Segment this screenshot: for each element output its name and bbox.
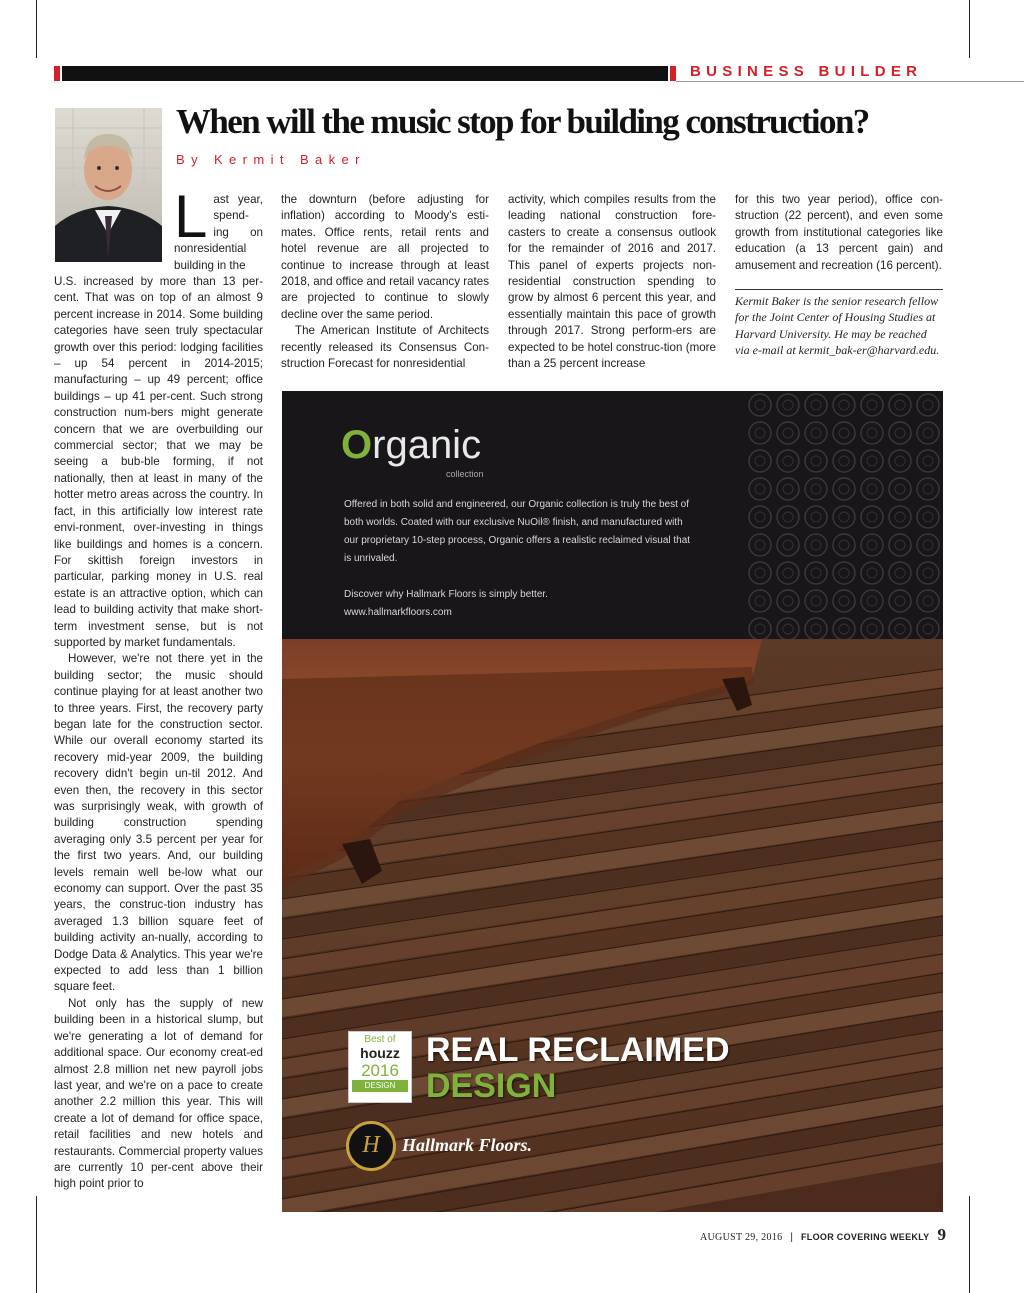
badge-year: 2016 [361,1061,399,1080]
pattern-circle-inner [839,456,849,466]
pattern-circle [889,618,911,639]
author-bio: Kermit Baker is the senior research fellow for the Joint Center of Housing Studies at Harvard University. He may be reached via e-mail at kermit_bak-er@harvard.edu. [735,294,940,358]
ad-cta-text: Discover why Hallmark Floors is simply better. [344,589,548,600]
pattern-circle-inner [923,540,933,550]
pattern-circle-inner [867,568,877,578]
pattern-circle-inner [923,400,933,410]
pattern-circle [777,618,799,639]
badge-design: DESIGN [352,1080,408,1092]
ad-headline-line2: DESIGN [426,1067,557,1105]
pattern-circle [861,506,883,528]
pattern-circle-inner [895,400,905,410]
pattern-circle [917,422,939,444]
drop-cap: L [174,183,208,250]
pattern-circle [749,534,771,556]
pattern-circle [861,450,883,472]
pattern-circle [889,534,911,556]
pattern-circle-inner [895,428,905,438]
pattern-circle-inner [895,512,905,522]
hallmark-wordmark: Hallmark Floors. [402,1135,533,1155]
organic-collection-label: collection [446,469,484,479]
article-paragraph: However, we're not there yet in the building sector; the music should continue playing for at least another two to three years. First, the recovery party began late for the construction sector. While our overall economy started its recovery mid-year 2009, the building recovery didn't begin un-til 2012. And even then, the recovery in this sector was surprisingly weak, with growth of building construction spending averaging only 3.5 percent per year for the first two years. And, our building levels remain well be-low what our economy can support. Over the past 35 years, the construc-tion industry has averaged 1.3 billion square feet of building activity an-nually, according to Dodge Data & Analytics. This year we're expected to add less than 1 billion square feet. [54,652,263,994]
pattern-circle [861,562,883,584]
pattern-circle-inner [755,400,765,410]
pattern-circle-inner [783,540,793,550]
pattern-circle [861,422,883,444]
organic-logo-leaf-o: O [341,423,373,467]
pattern-circle-inner [895,540,905,550]
pattern-circle-inner [783,484,793,494]
pattern-circle-inner [811,428,821,438]
pattern-circle [861,478,883,500]
pattern-circle-inner [895,596,905,606]
pattern-circle-inner [895,484,905,494]
pattern-circle [889,562,911,584]
pattern-circle-inner [811,484,821,494]
pattern-circle-inner [839,428,849,438]
pattern-circle [833,478,855,500]
ad-body-paragraph: Offered in both solid and engineered, our Organic collection is truly the best of both worlds. Coated with our exclusive NuOil® finish, and manufactured with our proprietary 10-step process, Organic offers a realistic reclaimed visual that is unrivaled. [344,499,691,564]
pattern-circle [917,506,939,528]
pattern-circle-inner [867,624,877,634]
pattern-circle-inner [923,484,933,494]
pattern-circle [805,590,827,612]
pattern-circle [805,618,827,639]
pattern-circle-inner [923,456,933,466]
hallmark-floors-ad[interactable] [282,391,943,1212]
pattern-circle-inner [755,428,765,438]
pattern-circle [833,422,855,444]
pattern-circle [749,506,771,528]
pattern-circle [889,450,911,472]
section-underline [676,81,1024,82]
footer-separator: | [790,1232,793,1243]
pattern-circle-inner [895,568,905,578]
author-photo [55,108,162,262]
pattern-circle-inner [755,624,765,634]
article-paragraph: the downturn (before adjusting for inflation) according to Moody's esti-mates. Office rents, retail rents and hotel revenue are all projected to continue to increase through at least 2018, and office and retail vacancy rates are projected to continue to slowly decline over the same period. [281,193,489,321]
pattern-circle [749,394,771,416]
pattern-circle-inner [923,624,933,634]
pattern-circle-inner [783,568,793,578]
pattern-circle [861,618,883,639]
pattern-circle [749,478,771,500]
page-footer [700,1225,946,1245]
pattern-circle-inner [783,456,793,466]
pattern-circle [805,422,827,444]
pattern-circle [917,562,939,584]
ad-body-cta [344,586,694,622]
pattern-circle [833,450,855,472]
pattern-circle [805,506,827,528]
article-column-3 [508,192,716,372]
pattern-circle-inner [867,512,877,522]
lead-text: ast year, spend-ing on nonresidential building in the [174,193,263,272]
pattern-circle [777,562,799,584]
pattern-circle-inner [839,484,849,494]
pattern-circle-inner [755,568,765,578]
pattern-circle [917,450,939,472]
pattern-circle [861,590,883,612]
pattern-circle-inner [811,624,821,634]
pattern-circle [917,478,939,500]
houzz-badge [348,1031,412,1103]
pattern-circle-inner [755,456,765,466]
ad-headline-line1: REAL RECLAIMED [426,1031,730,1069]
pattern-circle-inner [811,540,821,550]
pattern-circle-inner [839,568,849,578]
pattern-circle [777,478,799,500]
article-paragraph: Not only has the supply of new building been in a historical slump, but we're generating a lot of demand for additional space. Our economy creat-ed almost 2.8 million net new payroll jobs last year, and we're on a pace to create another 2.2 million this year. This will create a lot of demand for office space, retail facilities and new hotels and restaurants. Commercial property values are currently 10 per-cent above their high point prior to [54,996,263,1191]
pattern-circle [777,450,799,472]
pattern-circle [833,394,855,416]
pattern-circle [805,478,827,500]
badge-houzz: houzz [360,1045,400,1061]
pattern-circle [777,422,799,444]
pattern-circle-inner [839,596,849,606]
article-paragraph: for this two year period), office con-struction (22 percent), and even some growth from institutional categories like education (a 13 percent gain) and amusement and recreation (16 percent). [735,193,943,272]
hallmark-seal-icon: H [346,1121,396,1171]
ad-url-link[interactable]: www.hallmarkfloors.com [344,607,452,618]
pattern-circle [833,534,855,556]
pattern-circle-inner [811,456,821,466]
pattern-circle-inner [923,568,933,578]
lead-continuation: U.S. increased by more than 13 per-cent. That was on top of an almost 9 percent increase in 2014. Some building categories have seen truly spectacular growth over this period: lodging facilities – up 54 percent in 2014-2015; manufacturing – up 49 percent; office buildings – up 41 per-cent. Such strong construction num-bers might generate concern that we are overbuilding our commercial sector; that we may be seeing a bub-ble forming, if not nationally, then at least in many of the hotter metro areas across the country. In fact, in this artificially low interest rate envi-ronment, over-investing in things like buildings and homes is a concern. For skittish foreign investors in particular, parking money in U.S. real estate is an attractive option, which can lead to building activity that make short-term investment sense, but is not supported by market fundamentals. [54,275,263,649]
pattern-circle [749,562,771,584]
pattern-circle [805,394,827,416]
pattern-circle [833,590,855,612]
pattern-circle-inner [783,400,793,410]
pattern-circle-inner [755,596,765,606]
article-column-1-top [174,183,263,274]
pattern-circle [777,534,799,556]
pattern-circle [889,394,911,416]
pattern-circle-inner [783,596,793,606]
pattern-circle-inner [839,624,849,634]
header-bar-red-left [54,66,60,81]
pattern-circle-inner [923,428,933,438]
pattern-circle-inner [867,456,877,466]
ad-top-panel [282,391,943,639]
right-margin-line [969,0,970,58]
pattern-circle [833,562,855,584]
pattern-circle [833,506,855,528]
pattern-circle-inner [783,428,793,438]
pattern-circle-inner [839,400,849,410]
pattern-circle [749,450,771,472]
pattern-circle-inner [867,484,877,494]
pattern-circle-inner [755,484,765,494]
article-column-4 [735,192,943,274]
page-number: 9 [937,1225,946,1244]
pattern-circle-inner [783,512,793,522]
pattern-circle-inner [867,540,877,550]
pattern-circle [861,394,883,416]
pattern-circle [749,422,771,444]
pattern-circle [833,618,855,639]
pattern-circle-inner [811,400,821,410]
organic-logo-word: rganic [372,423,482,467]
right-margin-line-bottom [969,1196,970,1293]
pattern-circle [889,590,911,612]
pattern-circle [889,422,911,444]
article-column-1 [54,274,263,1212]
pattern-circle [805,562,827,584]
organic-logo [341,423,481,468]
article-byline: By Kermit Baker [176,152,366,167]
pattern-circle-inner [867,596,877,606]
pattern-circle-inner [923,512,933,522]
pattern-circle-inner [923,596,933,606]
section-label: BUSINESS BUILDER [690,63,923,80]
pattern-circle [889,506,911,528]
header-bar-red-right [670,66,676,81]
issue-date: AUGUST 29, 2016 [700,1232,783,1243]
pattern-circle [749,618,771,639]
pattern-circle-inner [867,428,877,438]
pattern-circle [777,590,799,612]
author-photo-illustration [55,108,162,262]
pattern-circle-inner [811,512,821,522]
badge-best-of: Best of [364,1034,396,1045]
pattern-circle-inner [811,596,821,606]
pattern-circle [917,534,939,556]
pattern-circle [777,506,799,528]
pattern-circle-inner [755,540,765,550]
ad-body-copy [344,496,694,622]
pattern-circle-inner [811,568,821,578]
article-paragraph: activity, which compiles results from the leading national construction fore-casters to create a consensus outlook for the remainder of 2016 and 2017. This panel of experts projects non-residential construction spending to grow by almost 6 percent this year, and essentially maintain this pace of growth through 2017. Strong perform-ers are expected to be hotel construc-tion (more than a 25 percent increase [508,193,716,371]
bio-rule [735,289,943,290]
left-margin-line-bottom [36,1196,37,1293]
pattern-circle-inner [839,512,849,522]
pattern-circle-inner [783,624,793,634]
header-bar-black [62,66,668,81]
pattern-circle [917,618,939,639]
pattern-circle [805,534,827,556]
pattern-circle [917,394,939,416]
pattern-circle [889,478,911,500]
pattern-circle-inner [867,400,877,410]
pattern-circle-inner [839,540,849,550]
pattern-circle-inner [895,456,905,466]
pattern-circle [749,590,771,612]
left-margin-line [36,0,37,58]
article-headline: When will the music stop for building construction? [176,102,869,141]
pattern-circle [777,394,799,416]
article-column-2 [281,192,489,372]
pattern-circle-inner [895,624,905,634]
pattern-circle [861,534,883,556]
pattern-circle-inner [755,512,765,522]
pattern-circle [805,450,827,472]
pattern-circle [917,590,939,612]
article-lead-paragraph [174,183,263,274]
publication-name: FLOOR COVERING WEEKLY [801,1232,930,1242]
article-paragraph: The American Institute of Architects recently released its Consensus Con-struction Forecast for nonresidential [281,324,489,371]
